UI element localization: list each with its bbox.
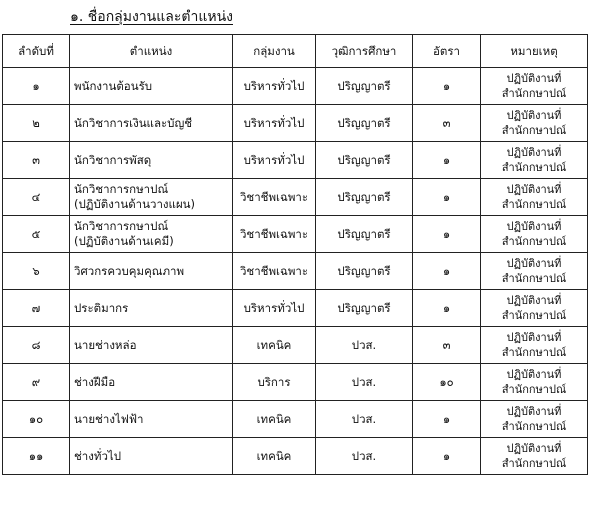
cell-note-line: สำนักกษาปณ์	[501, 87, 567, 100]
cell-rate: ๓	[413, 327, 481, 364]
cell-position-line: นายช่างหล่อ	[74, 337, 137, 352]
cell-position-line: พนักงานต้อนรับ	[74, 78, 153, 93]
table-row	[3, 253, 588, 290]
table-row	[3, 68, 588, 105]
cell-note-line: สำนักกษาปณ์	[501, 457, 567, 470]
cell-position-line: วิศวกรควบคุมคุณภาพ	[74, 263, 185, 278]
cell-note	[481, 401, 588, 438]
cell-num: ๗	[3, 290, 70, 327]
cell-rate: ๑	[413, 142, 481, 179]
cell-rate: ๑	[413, 68, 481, 105]
cell-education: ปริญญาตรี	[316, 179, 413, 216]
header-education: วุฒิการศึกษา	[316, 35, 413, 68]
cell-num: ๖	[3, 253, 70, 290]
cell-note-line: สำนักกษาปณ์	[501, 161, 567, 174]
header-position: ตำแหน่ง	[70, 35, 233, 68]
cell-note	[481, 142, 588, 179]
table-row	[3, 105, 588, 142]
table-row	[3, 290, 588, 327]
cell-group: วิชาชีพเฉพาะ	[233, 179, 316, 216]
cell-num: ๑๐	[3, 401, 70, 438]
cell-note-line: ปฏิบัติงานที่	[506, 183, 562, 196]
cell-note-line: สำนักกษาปณ์	[501, 420, 567, 433]
cell-rate: ๑	[413, 438, 481, 475]
header-note: หมายเหตุ	[481, 35, 588, 68]
cell-num: ๙	[3, 364, 70, 401]
cell-num: ๒	[3, 105, 70, 142]
cell-group: บริการ	[233, 364, 316, 401]
cell-note	[481, 290, 588, 327]
cell-rate: ๑๐	[413, 364, 481, 401]
cell-note-line: ปฏิบัติงานที่	[506, 109, 562, 122]
cell-note-line: สำนักกษาปณ์	[501, 346, 567, 359]
cell-rate: ๓	[413, 105, 481, 142]
cell-position	[70, 68, 233, 105]
table-row	[3, 327, 588, 364]
cell-position	[70, 438, 233, 475]
cell-position-line: นักวิชาการกษาปณ์	[74, 182, 169, 196]
cell-num: ๑๑	[3, 438, 70, 475]
cell-education: ปวส.	[316, 327, 413, 364]
cell-education: ปริญญาตรี	[316, 105, 413, 142]
header-rate: อัตรา	[413, 35, 481, 68]
cell-position-line: (ปฏิบัติงานด้านวางแผน)	[74, 197, 196, 211]
cell-note-line: ปฏิบัติงานที่	[506, 220, 562, 233]
cell-group: วิชาชีพเฉพาะ	[233, 253, 316, 290]
cell-num: ๔	[3, 179, 70, 216]
cell-group: บริหารทั่วไป	[233, 290, 316, 327]
cell-num: ๘	[3, 327, 70, 364]
cell-position-line: นักวิชาการกษาปณ์	[74, 219, 169, 233]
cell-group: บริหารทั่วไป	[233, 142, 316, 179]
cell-note-line: ปฏิบัติงานที่	[506, 331, 562, 344]
cell-note-line: สำนักกษาปณ์	[501, 272, 567, 285]
cell-position	[70, 142, 233, 179]
table-row	[3, 364, 588, 401]
cell-num: ๕	[3, 216, 70, 253]
cell-position	[70, 216, 233, 253]
cell-note	[481, 253, 588, 290]
cell-note-line: สำนักกษาปณ์	[501, 309, 567, 322]
cell-education: ปริญญาตรี	[316, 216, 413, 253]
cell-education: ปริญญาตรี	[316, 253, 413, 290]
cell-position	[70, 327, 233, 364]
cell-education: ปวส.	[316, 364, 413, 401]
cell-note	[481, 105, 588, 142]
cell-group: บริหารทั่วไป	[233, 68, 316, 105]
cell-rate: ๑	[413, 290, 481, 327]
cell-rate: ๑	[413, 216, 481, 253]
cell-education: ปริญญาตรี	[316, 142, 413, 179]
cell-education: ปวส.	[316, 438, 413, 475]
cell-note	[481, 68, 588, 105]
cell-rate: ๑	[413, 401, 481, 438]
cell-note	[481, 327, 588, 364]
cell-group: วิชาชีพเฉพาะ	[233, 216, 316, 253]
cell-note	[481, 216, 588, 253]
cell-position	[70, 364, 233, 401]
cell-position-line: ช่างฝีมือ	[74, 374, 116, 389]
cell-note	[481, 438, 588, 475]
cell-position-line: นายช่างไฟฟ้า	[74, 411, 144, 426]
table-row	[3, 179, 588, 216]
positions-table	[2, 34, 588, 475]
cell-position-line: ช่างทั่วไป	[74, 448, 121, 463]
cell-position	[70, 179, 233, 216]
cell-education: ปวส.	[316, 401, 413, 438]
cell-note-line: ปฏิบัติงานที่	[506, 405, 562, 418]
cell-note-line: สำนักกษาปณ์	[501, 124, 567, 137]
cell-position-line: (ปฏิบัติงานด้านเคมี)	[74, 234, 174, 248]
table-row	[3, 216, 588, 253]
cell-num: ๑	[3, 68, 70, 105]
cell-note-line: สำนักกษาปณ์	[501, 198, 567, 211]
table-header-row	[3, 35, 588, 68]
cell-num: ๓	[3, 142, 70, 179]
table-row	[3, 401, 588, 438]
cell-position-line: นักวิชาการพัสดุ	[74, 152, 152, 167]
cell-note-line: ปฏิบัติงานที่	[506, 72, 562, 85]
cell-note-line: สำนักกษาปณ์	[501, 235, 567, 248]
cell-group: เทคนิค	[233, 438, 316, 475]
cell-education: ปริญญาตรี	[316, 290, 413, 327]
cell-position-line: ประติมากร	[74, 300, 129, 315]
header-num: ลำดับที่	[3, 35, 70, 68]
cell-group: บริหารทั่วไป	[233, 105, 316, 142]
cell-note-line: ปฏิบัติงานที่	[506, 368, 562, 381]
cell-group: เทคนิค	[233, 401, 316, 438]
cell-position-line: นักวิชาการเงินและบัญชี	[74, 115, 193, 130]
cell-note	[481, 364, 588, 401]
section-heading: ๑. ชื่อกลุ่มงานและตำแหน่ง	[70, 9, 233, 25]
cell-position	[70, 253, 233, 290]
cell-rate: ๑	[413, 179, 481, 216]
cell-position	[70, 290, 233, 327]
table-body	[3, 68, 588, 475]
cell-note-line: ปฏิบัติงานที่	[506, 257, 562, 270]
cell-position	[70, 105, 233, 142]
table-row	[3, 438, 588, 475]
header-group: กลุ่มงาน	[233, 35, 316, 68]
cell-group: เทคนิค	[233, 327, 316, 364]
cell-note-line: ปฏิบัติงานที่	[506, 294, 562, 307]
cell-note-line: ปฏิบัติงานที่	[506, 146, 562, 159]
cell-rate: ๑	[413, 253, 481, 290]
cell-position	[70, 401, 233, 438]
cell-note-line: ปฏิบัติงานที่	[506, 442, 562, 455]
cell-note-line: สำนักกษาปณ์	[501, 383, 567, 396]
table-row	[3, 142, 588, 179]
cell-education: ปริญญาตรี	[316, 68, 413, 105]
cell-note	[481, 179, 588, 216]
